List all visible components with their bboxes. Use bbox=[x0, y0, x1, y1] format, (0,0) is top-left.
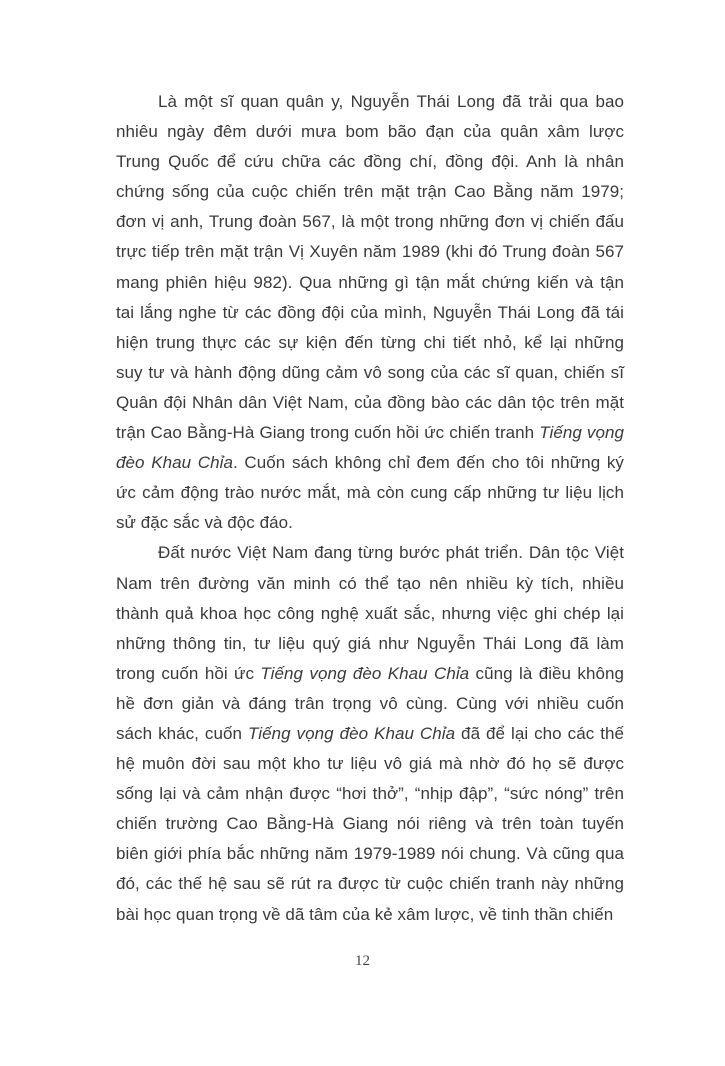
text-line bbox=[116, 418, 624, 448]
paragraph-2 bbox=[116, 538, 624, 929]
text-run: suy tư và hành động dũng cảm vô song của các sĩ quan, chiến sĩ bbox=[116, 362, 624, 382]
text-run: trong cuốn hồi ức bbox=[116, 663, 261, 683]
text-line bbox=[116, 599, 624, 629]
text-line bbox=[116, 900, 624, 930]
text-line bbox=[116, 388, 624, 418]
text-line bbox=[116, 869, 624, 899]
text-line bbox=[116, 809, 624, 839]
text-run: . Cuốn sách không chỉ đem đến cho tôi những ký bbox=[232, 453, 624, 473]
text-run: sử đặc sắc và độc đáo. bbox=[116, 513, 293, 533]
text-line bbox=[116, 448, 624, 478]
paragraph-1 bbox=[116, 87, 624, 538]
book-title-text: Tiếng vọng đèo Khau Chỉa bbox=[260, 663, 470, 683]
text-run: chứng sống của cuộc chiến trên mặt trận Cao Bằng năm 1979; bbox=[116, 182, 624, 202]
text-run: biên giới phía bắc những năm 1979-1989 nói chung. Và cũng qua bbox=[116, 844, 624, 864]
text-run: tai lắng nghe từ các đồng đội của mình, Nguyễn Thái Long đã tái bbox=[116, 302, 624, 322]
text-run: cũng là điều không bbox=[469, 663, 624, 683]
text-run: nhiêu ngày đêm dưới mưa bom bão đạn của quân xâm lược bbox=[116, 122, 624, 142]
text-run: đã để lại cho các thế bbox=[455, 723, 625, 743]
text-line bbox=[116, 508, 624, 538]
text-run: những thông tin, tư liệu quý giá như Nguyễn Thái Long đã làm bbox=[116, 633, 624, 653]
text-line bbox=[116, 147, 624, 177]
text-run: trận Cao Bằng-Hà Giang trong cuốn hồi ức chiến tranh bbox=[116, 423, 540, 443]
text-run: hề đơn giản và đáng trân trọng vô cùng. Cùng với nhiều cuốn bbox=[116, 693, 624, 713]
text-run: sống lại và cảm nhận được “hơi thở”, “nhịp đập”, “sức nóng” trên bbox=[116, 784, 624, 804]
text-line bbox=[116, 358, 624, 388]
book-title-text: Tiếng vọng đèo Khau Chỉa bbox=[247, 723, 456, 743]
text-run: đơn vị anh, Trung đoàn 567, là một trong những đơn vị chiến đấu bbox=[116, 212, 624, 232]
text-line bbox=[116, 659, 624, 689]
page-body bbox=[116, 87, 624, 930]
text-run: đó, các thế hệ sau sẽ rút ra được từ cuộc chiến tranh này những bbox=[116, 874, 624, 894]
text-line bbox=[116, 538, 624, 568]
text-run: Nam trên đường văn minh có thể tạo nên nhiều kỳ tích, nhiều bbox=[116, 573, 624, 593]
text-line bbox=[116, 839, 624, 869]
book-title-text: Tiếng vọng bbox=[539, 423, 624, 443]
text-run: hệ muôn đời sau một kho tư liệu vô giá mà nhờ đó họ sẽ được bbox=[116, 754, 624, 774]
page-number: 12 bbox=[355, 953, 370, 969]
text-run: Đất nước Việt Nam đang từng bước phát triển. Dân tộc Việt bbox=[158, 543, 624, 563]
text-run: sách khác, cuốn bbox=[116, 723, 248, 743]
text-line bbox=[116, 779, 624, 809]
text-line bbox=[116, 328, 624, 358]
text-run: ức cảm động trào nước mắt, mà còn cung cấp những tư liệu lịch bbox=[116, 483, 624, 503]
text-line bbox=[116, 478, 624, 508]
text-run: mang phiên hiệu 982). Qua những gì tận mắt chứng kiến và tận bbox=[116, 272, 624, 292]
text-line bbox=[116, 689, 624, 719]
text-run: Là một sĩ quan quân y, Nguyễn Thái Long đã trải qua bao bbox=[158, 92, 624, 111]
book-title-text: đèo Khau Chỉa bbox=[116, 453, 233, 473]
text-line bbox=[116, 268, 624, 298]
text-run: chiến trường Cao Bằng-Hà Giang nói riêng và trên toàn tuyến bbox=[116, 814, 624, 834]
text-run: Quân đội Nhân dân Việt Nam, của đồng bào các dân tộc trên mặt bbox=[116, 392, 624, 412]
text-line bbox=[116, 207, 624, 237]
text-line bbox=[116, 749, 624, 779]
text-line bbox=[116, 177, 624, 207]
text-line bbox=[116, 87, 624, 117]
text-line bbox=[116, 117, 624, 147]
text-line bbox=[116, 719, 624, 749]
text-run: Trung Quốc để cứu chữa các đồng chí, đồng đội. Anh là nhân bbox=[116, 152, 624, 172]
text-run: trực tiếp trên mặt trận Vị Xuyên năm 1989 (khi đó Trung đoàn 567 bbox=[116, 242, 624, 262]
text-line bbox=[116, 629, 624, 659]
text-line bbox=[116, 237, 624, 267]
text-run: bài học quan trọng về dã tâm của kẻ xâm lược, về tinh thần chiến bbox=[116, 904, 614, 924]
text-line bbox=[116, 298, 624, 328]
text-run: thành quả khoa học công nghệ xuất sắc, nhưng việc ghi chép lại bbox=[116, 603, 624, 623]
text-line bbox=[116, 569, 624, 599]
text-run: hiện trung thực các sự kiện đến từng chi tiết nhỏ, kể lại những bbox=[116, 332, 624, 352]
